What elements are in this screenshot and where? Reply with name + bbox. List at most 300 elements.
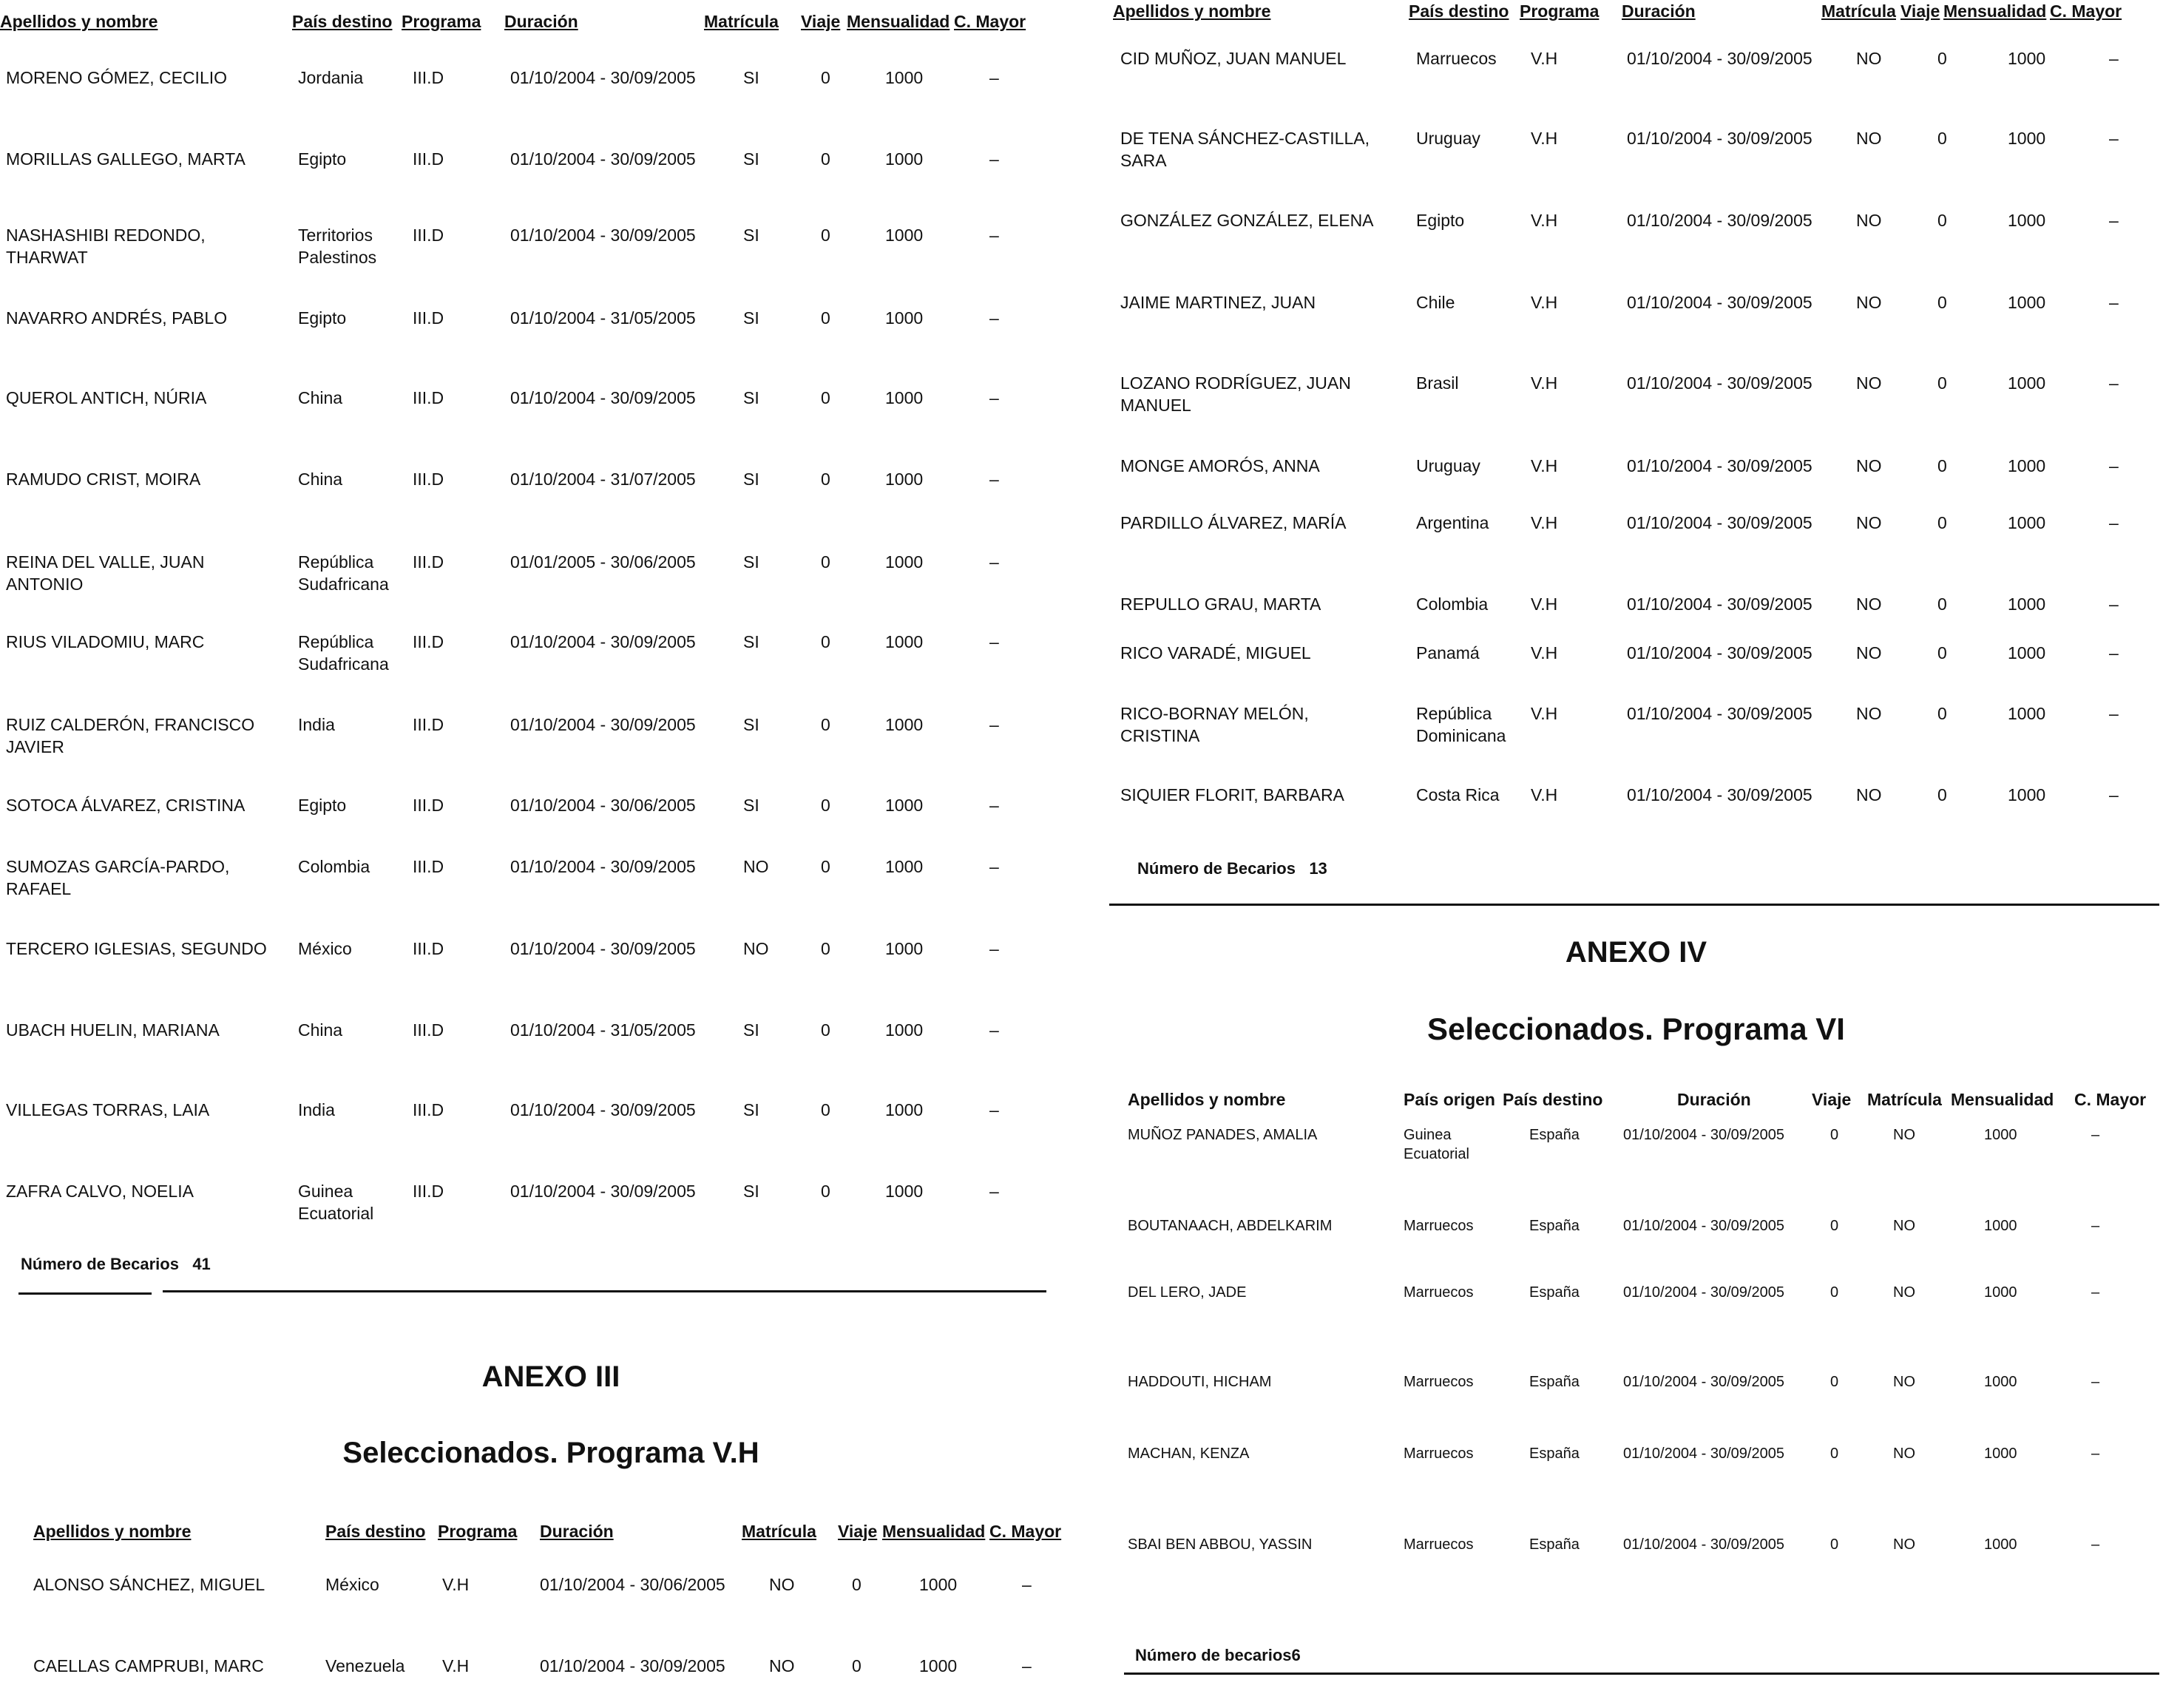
cell-mat: SI — [743, 470, 759, 489]
cell-prog: III.D — [413, 857, 444, 876]
cell-cm: – — [2109, 594, 2119, 614]
cell-cm: – — [2091, 1536, 2100, 1553]
cell-name: SIQUIER FLORIT, BARBARA — [1120, 785, 1344, 804]
cell-mens: 1000 — [885, 857, 924, 876]
table-header — [1109, 0, 2163, 22]
cell-mens: 1000 — [2008, 456, 2046, 475]
cell-dur: 01/10/2004 - 30/09/2005 — [510, 857, 696, 876]
anexo-iii-subtitle: Seleccionados. Programa V.H — [342, 1437, 759, 1469]
cell-viaje: 0 — [821, 715, 830, 734]
cell-dur: 01/10/2004 - 30/09/2005 — [1627, 643, 1812, 662]
divider-rule — [163, 1290, 1046, 1292]
cell-name: MORILLAS GALLEGO, MARTA — [6, 149, 246, 169]
cell-viaje: 0 — [821, 226, 830, 245]
cell-cm: – — [2091, 1284, 2100, 1301]
cell-cm: – — [989, 68, 999, 87]
cell-dur: 01/01/2005 - 30/06/2005 — [510, 552, 696, 572]
cell-viaje: 0 — [821, 1020, 830, 1040]
cell-viaje: 0 — [821, 796, 830, 815]
cell-mens: 1000 — [885, 632, 924, 651]
cell-viaje: 0 — [821, 388, 830, 407]
cell-mat: NO — [1856, 129, 1882, 148]
cell-mens: 1000 — [2008, 785, 2046, 804]
count-value: 6 — [1291, 1646, 1301, 1664]
cell-mat: NO — [769, 1575, 795, 1594]
cell-viaje: 0 — [852, 1575, 862, 1594]
cell-prog: V.H — [1531, 785, 1558, 804]
cell-dest: Argentina — [1416, 513, 1489, 532]
cell-prog: III.D — [413, 715, 444, 734]
cell-name: RICO VARADÉ, MIGUEL — [1120, 643, 1311, 662]
table-header — [0, 1520, 1094, 1542]
cell-prog: III.D — [413, 388, 444, 407]
header-name: Apellidos y nombre — [0, 12, 158, 31]
cell-dest: Venezuela — [325, 1656, 405, 1675]
cell-mat: SI — [743, 388, 759, 407]
cell-dur: 01/10/2004 - 30/06/2005 — [540, 1575, 725, 1594]
count-anexo-iv — [1135, 1646, 1301, 1665]
cell-mat: SI — [743, 1182, 759, 1201]
cell-dest: España — [1529, 1446, 1580, 1462]
header-viaje: Viaje — [1812, 1090, 1852, 1109]
cell-mat: NO — [1893, 1127, 1915, 1143]
cell-dest: España — [1529, 1218, 1580, 1234]
cell-mat: SI — [743, 149, 759, 169]
cell-cm: – — [989, 388, 999, 407]
header-mens: Mensualidad — [882, 1522, 986, 1541]
cell-dur: 01/10/2004 - 30/09/2005 — [1627, 49, 1812, 68]
cell-mens: 1000 — [885, 1020, 924, 1040]
table-row — [0, 631, 1065, 682]
cell-dest: Egipto — [298, 796, 347, 815]
cell-cm: – — [989, 632, 999, 651]
cell-mens: 1000 — [1984, 1446, 2017, 1462]
cell-dest: Uruguay — [1416, 456, 1480, 475]
cell-mat: NO — [1856, 373, 1882, 393]
cell-cm: – — [989, 1020, 999, 1040]
cell-dur: 01/10/2004 - 30/06/2005 — [510, 796, 696, 815]
cell-cm: – — [989, 308, 999, 328]
cell-prog: III.D — [413, 1182, 444, 1201]
table-row — [1109, 47, 2163, 99]
cell-cm: – — [2109, 643, 2119, 662]
table-row — [1109, 455, 2163, 506]
cell-viaje: 0 — [821, 1100, 830, 1119]
cell-cm: – — [2109, 49, 2119, 68]
table-row — [0, 551, 1065, 603]
cell-name: SOTOCA ÁLVAREZ, CRISTINA — [6, 796, 246, 815]
anexo-iii-title: ANEXO III — [481, 1360, 620, 1393]
cell-mens: 1000 — [2008, 513, 2046, 532]
cell-cm: – — [2091, 1446, 2100, 1462]
cell-mat: NO — [1856, 211, 1882, 230]
cell-orig: Marruecos — [1404, 1446, 1474, 1462]
cell-name: UBACH HUELIN, MARIANA — [6, 1020, 220, 1040]
anexo-iv-subtitle: Seleccionados. Programa VI — [1427, 1011, 1845, 1046]
cell-viaje: 0 — [1830, 1284, 1839, 1301]
header-viaje: Viaje — [1900, 1, 1940, 21]
cell-mens: 1000 — [885, 388, 924, 407]
cell-mat: SI — [743, 715, 759, 734]
cell-mens: 1000 — [2008, 594, 2046, 614]
cell-dest: Chile — [1416, 293, 1455, 312]
cell-mat: NO — [1893, 1536, 1915, 1553]
table-row — [1109, 1535, 2163, 1587]
table-header — [1109, 1088, 2163, 1111]
cell-prog: V.H — [442, 1575, 470, 1594]
cell-dur: 01/10/2004 - 30/09/2005 — [510, 939, 696, 958]
cell-orig: Marruecos — [1404, 1374, 1474, 1390]
cell-viaje: 0 — [1830, 1127, 1839, 1143]
cell-viaje: 0 — [821, 939, 830, 958]
header-mat: Matrícula — [1821, 1, 1896, 21]
cell-dur: 01/10/2004 - 30/09/2005 — [510, 149, 696, 169]
table-row — [0, 224, 1065, 276]
cell-mens: 1000 — [2008, 211, 2046, 230]
cell-mat: NO — [1893, 1284, 1915, 1301]
cell-mat: NO — [743, 939, 769, 958]
cell-cm: – — [2109, 456, 2119, 475]
cell-dest: México — [298, 939, 352, 958]
header-name: Apellidos y nombre — [33, 1522, 192, 1541]
cell-dest: España — [1529, 1284, 1580, 1301]
cell-prog: V.H — [1531, 211, 1558, 230]
table-row — [1109, 209, 2163, 261]
cell-dest: Egipto — [1416, 211, 1465, 230]
cell-mat: NO — [1856, 704, 1882, 723]
cell-mens: 1000 — [885, 939, 924, 958]
cell-mens: 1000 — [2008, 704, 2046, 723]
cell-mat: SI — [743, 552, 759, 572]
header-prog: Programa — [438, 1522, 518, 1541]
cell-dur: 01/10/2004 - 30/09/2005 — [1623, 1374, 1784, 1390]
cell-cm: – — [2109, 211, 2119, 230]
cell-name: RIUS VILADOMIU, MARC — [6, 632, 205, 651]
cell-mens: 1000 — [1984, 1374, 2017, 1390]
cell-dur: 01/10/2004 - 30/09/2005 — [510, 632, 696, 651]
header-dest: País destino — [325, 1522, 426, 1541]
table-row — [0, 1180, 1065, 1232]
cell-name: ZAFRA CALVO, NOELIA — [6, 1182, 194, 1201]
header-dest: País destino — [1409, 1, 1509, 21]
cell-mat: SI — [743, 796, 759, 815]
cell-dur: 01/10/2004 - 30/09/2005 — [1623, 1218, 1784, 1234]
cell-dest: República Sudafricana — [298, 632, 389, 674]
cell-viaje: 0 — [821, 149, 830, 169]
cell-viaje: 0 — [821, 308, 830, 328]
cell-viaje: 0 — [1937, 513, 1947, 532]
cell-mat: SI — [743, 1020, 759, 1040]
count-label: Número de Becarios — [1137, 859, 1296, 878]
cell-cm: – — [2091, 1218, 2100, 1234]
cell-mat: NO — [769, 1656, 795, 1675]
cell-cm: – — [989, 226, 999, 245]
count-value: 41 — [192, 1255, 211, 1273]
table-row — [0, 387, 1065, 438]
cell-prog: III.D — [413, 470, 444, 489]
cell-viaje: 0 — [1937, 49, 1947, 68]
header-dur: Duración — [1622, 1, 1696, 21]
cell-dest: España — [1529, 1374, 1580, 1390]
cell-prog: V.H — [1531, 129, 1558, 148]
table-row — [0, 468, 1065, 520]
cell-prog: V.H — [442, 1656, 470, 1675]
table-row — [0, 714, 1065, 765]
cell-mat: NO — [1893, 1446, 1915, 1462]
table-row — [1109, 291, 2163, 343]
cell-prog: III.D — [413, 939, 444, 958]
cell-prog: V.H — [1531, 373, 1558, 393]
cell-mens: 1000 — [2008, 49, 2046, 68]
header-cmayor: C. Mayor — [954, 12, 1026, 31]
header-prog: Programa — [1520, 1, 1600, 21]
cell-dest: Costa Rica — [1416, 785, 1500, 804]
cell-name: DE TENA SÁNCHEZ-CASTILLA, SARA — [1120, 129, 1370, 170]
cell-prog: V.H — [1531, 594, 1558, 614]
cell-mat: SI — [743, 1100, 759, 1119]
cell-dest: México — [325, 1575, 379, 1594]
cell-dest: Colombia — [1416, 594, 1489, 614]
cell-mens: 1000 — [885, 715, 924, 734]
header-viaje: Viaje — [801, 12, 841, 31]
table-row — [0, 1573, 1065, 1625]
cell-mat: NO — [1856, 643, 1882, 662]
cell-dest: Panamá — [1416, 643, 1480, 662]
cell-name: CAELLAS CAMPRUBI, MARC — [33, 1656, 264, 1675]
cell-dest: España — [1529, 1536, 1580, 1553]
cell-viaje: 0 — [1830, 1536, 1839, 1553]
table-row — [0, 794, 1065, 846]
cell-cm: – — [1022, 1575, 1032, 1594]
cell-dest: China — [298, 1020, 343, 1040]
cell-mens: 1000 — [1984, 1127, 2017, 1143]
table-row — [1109, 1283, 2163, 1335]
table-row — [0, 1655, 1065, 1707]
cell-dur: 01/10/2004 - 30/09/2005 — [1627, 456, 1812, 475]
cell-prog: V.H — [1531, 704, 1558, 723]
cell-mat: NO — [1856, 594, 1882, 614]
count-right — [1137, 859, 1327, 878]
cell-name: MUÑOZ PANADES, AMALIA — [1128, 1127, 1318, 1143]
cell-mat: NO — [1856, 785, 1882, 804]
cell-dest: Guinea Ecuatorial — [298, 1182, 374, 1223]
cell-name: TERCERO IGLESIAS, SEGUNDO — [6, 939, 267, 958]
cell-prog: V.H — [1531, 49, 1558, 68]
cell-mens: 1000 — [2008, 293, 2046, 312]
header-mat: Matrícula — [704, 12, 779, 31]
cell-viaje: 0 — [1937, 785, 1947, 804]
cell-mat: SI — [743, 226, 759, 245]
count-left — [21, 1255, 211, 1274]
cell-dest: India — [298, 1100, 335, 1119]
cell-name: MORENO GÓMEZ, CECILIO — [6, 68, 228, 87]
cell-dur: 01/10/2004 - 30/09/2005 — [1627, 785, 1812, 804]
cell-name: JAIME MARTINEZ, JUAN — [1120, 293, 1316, 312]
header-cmayor: C. Mayor — [2050, 1, 2122, 21]
cell-viaje: 0 — [1830, 1374, 1839, 1390]
cell-dur: 01/10/2004 - 30/09/2005 — [1623, 1127, 1784, 1143]
cell-mat: NO — [1856, 49, 1882, 68]
header-name: Apellidos y nombre — [1128, 1090, 1286, 1109]
cell-cm: – — [989, 857, 999, 876]
cell-dur: 01/10/2004 - 31/07/2005 — [510, 470, 696, 489]
cell-viaje: 0 — [1937, 643, 1947, 662]
divider-rule — [1124, 1673, 2159, 1675]
cell-viaje: 0 — [821, 632, 830, 651]
table-row — [1109, 642, 2163, 694]
cell-dur: 01/10/2004 - 30/09/2005 — [510, 715, 696, 734]
count-label: Número de becarios — [1135, 1646, 1292, 1664]
header-name: Apellidos y nombre — [1113, 1, 1271, 21]
cell-cm: – — [2109, 704, 2119, 723]
cell-name: GONZÁLEZ GONZÁLEZ, ELENA — [1120, 211, 1374, 230]
count-label: Número de Becarios — [21, 1255, 179, 1273]
cell-name: RAMUDO CRIST, MOIRA — [6, 470, 201, 489]
table-header — [0, 10, 1065, 33]
cell-mens: 1000 — [885, 68, 924, 87]
cell-prog: III.D — [413, 226, 444, 245]
cell-dest: Egipto — [298, 149, 347, 169]
cell-viaje: 0 — [1937, 373, 1947, 393]
cell-dest: Brasil — [1416, 373, 1459, 393]
divider-rule — [18, 1292, 152, 1295]
header-cmayor: C. Mayor — [989, 1522, 1062, 1541]
header-cmayor: C. Mayor — [2074, 1090, 2147, 1109]
cell-mens: 1000 — [919, 1575, 958, 1594]
cell-name: HADDOUTI, HICHAM — [1128, 1374, 1272, 1390]
cell-dur: 01/10/2004 - 30/09/2005 — [540, 1656, 725, 1675]
cell-prog: III.D — [413, 1020, 444, 1040]
cell-name: LOZANO RODRÍGUEZ, JUAN MANUEL — [1120, 373, 1351, 415]
cell-dest: Marruecos — [1416, 49, 1497, 68]
cell-mens: 1000 — [2008, 373, 2046, 393]
cell-name: VILLEGAS TORRAS, LAIA — [6, 1100, 210, 1119]
cell-name: PARDILLO ÁLVAREZ, MARÍA — [1120, 513, 1347, 532]
cell-dur: 01/10/2004 - 30/09/2005 — [510, 68, 696, 87]
cell-dur: 01/10/2004 - 30/09/2005 — [1627, 293, 1812, 312]
table-row — [1109, 1444, 2163, 1496]
cell-name: RUIZ CALDERÓN, FRANCISCO JAVIER — [6, 715, 255, 756]
cell-mens: 1000 — [1984, 1284, 2017, 1301]
cell-dur: 01/10/2004 - 30/09/2005 — [1627, 373, 1812, 393]
cell-prog: III.D — [413, 149, 444, 169]
cell-dest: China — [298, 388, 343, 407]
table-row — [0, 67, 1065, 118]
cell-dur: 01/10/2004 - 30/09/2005 — [510, 388, 696, 407]
header-dest: País destino — [292, 12, 393, 31]
cell-name: RICO-BORNAY MELÓN, CRISTINA — [1120, 704, 1309, 745]
cell-dest: España — [1529, 1127, 1580, 1143]
table-row — [0, 307, 1065, 359]
cell-dur: 01/10/2004 - 30/09/2005 — [1623, 1536, 1784, 1553]
cell-prog: III.D — [413, 1100, 444, 1119]
table-row — [0, 148, 1065, 200]
cell-viaje: 0 — [1830, 1218, 1839, 1234]
header-mat: Matrícula — [1867, 1090, 1942, 1109]
cell-prog: III.D — [413, 68, 444, 87]
cell-dur: 01/10/2004 - 31/05/2005 — [510, 308, 696, 328]
header-orig: País origen — [1404, 1090, 1495, 1109]
header-dur: Duración — [1677, 1090, 1751, 1109]
cell-viaje: 0 — [821, 552, 830, 572]
cell-dur: 01/10/2004 - 30/09/2005 — [510, 1100, 696, 1119]
cell-dur: 01/10/2004 - 30/09/2005 — [1627, 704, 1812, 723]
header-mens: Mensualidad — [847, 12, 950, 31]
cell-mens: 1000 — [885, 149, 924, 169]
divider-rule — [1109, 904, 2159, 906]
table-row — [1109, 593, 2163, 645]
cell-mens: 1000 — [919, 1656, 958, 1675]
cell-cm: – — [989, 939, 999, 958]
table-row — [1109, 702, 2163, 754]
header-dur: Duración — [504, 12, 578, 31]
cell-name: MONGE AMORÓS, ANNA — [1120, 456, 1320, 475]
cell-mat: SI — [743, 308, 759, 328]
table-row — [0, 855, 1065, 907]
cell-viaje: 0 — [821, 1182, 830, 1201]
cell-prog: V.H — [1531, 293, 1558, 312]
cell-mens: 1000 — [885, 1182, 924, 1201]
cell-dur: 01/10/2004 - 30/09/2005 — [1623, 1446, 1784, 1462]
cell-orig: Marruecos — [1404, 1218, 1474, 1234]
cell-dur: 01/10/2004 - 30/09/2005 — [1623, 1284, 1784, 1301]
header-mens: Mensualidad — [1943, 1, 2047, 21]
cell-name: BOUTANAACH, ABDELKARIM — [1128, 1218, 1333, 1234]
header-viaje: Viaje — [838, 1522, 878, 1541]
cell-cm: – — [989, 1100, 999, 1119]
table-row — [1109, 1216, 2163, 1268]
cell-cm: – — [2109, 293, 2119, 312]
cell-orig: Guinea Ecuatorial — [1404, 1127, 1469, 1162]
cell-name: NAVARRO ANDRÉS, PABLO — [6, 308, 228, 328]
cell-prog: V.H — [1531, 643, 1558, 662]
cell-name: REPULLO GRAU, MARTA — [1120, 594, 1321, 614]
cell-prog: III.D — [413, 632, 444, 651]
table-row — [1109, 512, 2163, 563]
cell-mens: 1000 — [1984, 1218, 2017, 1234]
cell-dest: India — [298, 715, 335, 734]
cell-viaje: 0 — [1937, 129, 1947, 148]
cell-mat: NO — [1856, 293, 1882, 312]
cell-dest: República Dominicana — [1416, 704, 1506, 745]
cell-dur: 01/10/2004 - 30/09/2005 — [510, 226, 696, 245]
cell-mat: NO — [743, 857, 769, 876]
cell-dest: Colombia — [298, 857, 370, 876]
cell-dest: Uruguay — [1416, 129, 1480, 148]
cell-cm: – — [989, 796, 999, 815]
cell-dest: China — [298, 470, 343, 489]
cell-name: SUMOZAS GARCÍA-PARDO, RAFAEL — [6, 857, 230, 898]
cell-dur: 01/10/2004 - 30/09/2005 — [1627, 211, 1812, 230]
table-row — [0, 938, 1065, 989]
cell-dest: República Sudafricana — [298, 552, 389, 594]
count-value: 13 — [1309, 859, 1327, 878]
cell-cm: – — [2109, 785, 2119, 804]
anexo-iv-title: ANEXO IV — [1565, 936, 1707, 969]
cell-viaje: 0 — [821, 68, 830, 87]
table-row — [0, 1099, 1065, 1150]
cell-mens: 1000 — [2008, 643, 2046, 662]
cell-dur: 01/10/2004 - 30/09/2005 — [510, 1182, 696, 1201]
header-prog: Programa — [402, 12, 481, 31]
cell-dur: 01/10/2004 - 30/09/2005 — [1627, 513, 1812, 532]
cell-mens: 1000 — [885, 552, 924, 572]
cell-cm: – — [989, 715, 999, 734]
cell-cm: – — [989, 470, 999, 489]
cell-name: DEL LERO, JADE — [1128, 1284, 1247, 1301]
cell-cm: – — [1022, 1656, 1032, 1675]
cell-mat: NO — [1856, 456, 1882, 475]
